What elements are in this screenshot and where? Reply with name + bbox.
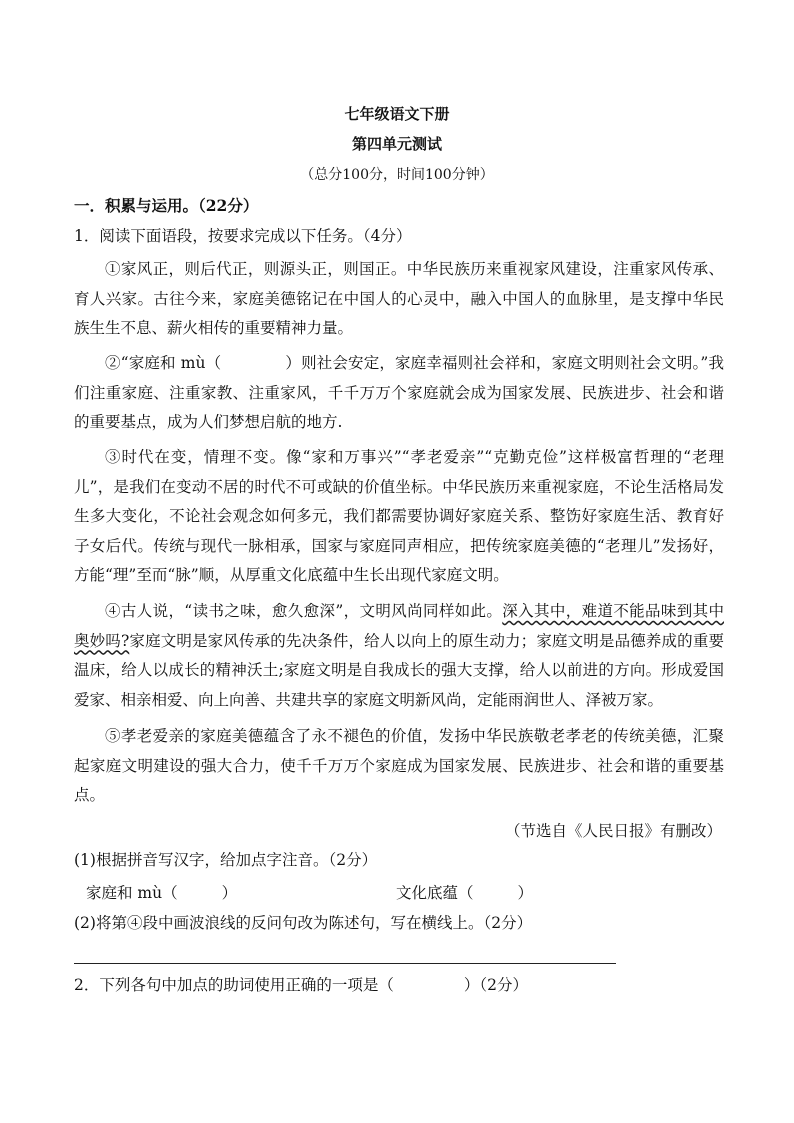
passage-paragraph-2 [74,349,724,438]
passage-source: （节选自《人民日报》有删改） [504,822,722,840]
pinyin-item-1 [86,881,237,903]
pinyin-item-1-label: 家庭和 mù（ [86,884,178,902]
wavy-underlined-question: 深入其中，难道不能品味到其中奥妙吗? [74,602,724,650]
answer-line[interactable] [74,963,616,964]
paragraph-4-rest: 家庭文明是家风传承的先决条件，给人以向上的原生动力；家庭文明是品德养成的重要温床，给人以成长的精神沃土;家庭文明是自我成长的强大支撑，给人以前进的方向。形成爱国爱家、相亲相爱、向上向善、共建共享的家庭文明新风尚，定能雨润世人、泽被万家。 [74,631,724,709]
section-heading: 一．积累与运用。（22分） [74,196,259,215]
passage-paragraph-4 [74,597,724,715]
pinyin-item-2-label: 文化底蕴（ [396,884,474,902]
question-2-stem [74,975,724,995]
question-2-points: ）（2分） [463,976,528,994]
paragraph-4-start: ④古人说，“读书之味，愈久愈深”，文明风尚同样如此。 [105,602,503,620]
paragraph-2-start: ②“家庭和 mù（ [105,354,222,372]
passage-paragraph-1: ①家风正，则后代正，则源头正，则国正。中华民族历来重视家风建设，注重家风传承、育人兴家。古往今来，家庭美德铭记在中国人的心灵中，融入中国人的血脉里，是支撑中华民族生生不息、薪火相传的重要精神力量。 [74,260,724,337]
pinyin-item-2 [396,881,533,903]
subquestion-1: (1)根据拼音写汉字，给加点字注音。（2分） [74,851,378,869]
passage-paragraph-3: ③时代在变，情理不变。像“家和万事兴”“孝老爱亲”“克勤克俭”这样极富哲理的“老理儿”，是我们在变动不居的时代不可或缺的价值坐标。中华民族历来重视家庭，不论生活格局发生多大变化，不论社会观念如何多元，我们都需要协调好家庭关系、整饬好家庭生活、教育好子女后代。传统与现代一脉相承，国家与家庭同声相应，把传统家庭美德的“老理儿”发扬好，方能“理”至而“脉”顺，从厚重文化底蕴中生长出现代家庭文明。 [74,448,724,584]
question-2-text: 2．下列各句中加点的助词使用正确的一项是（ [74,976,394,994]
pinyin-item-2-close: ） [517,884,534,902]
pinyin-item-1-close: ） [221,884,238,902]
unit-title: 第四单元测试 [351,135,442,153]
paragraph-2-rest: ）则社会安定，家庭幸福则社会祥和，家庭文明则社会文明。”我们注重家庭、注重家教、注重家风，千千万万个家庭就会成为国家发展、民族进步、社会和谐的重要基点，成为人们梦想启航的地方. [74,354,724,431]
question-1-stem: 1．阅读下面语段，按要求完成以下任务。（4分） [74,227,412,245]
passage-paragraph-5: ⑤孝老爱亲的家庭美德蕴含了永不褪色的价值，发扬中华民族敬老孝老的传统美德，汇聚起家庭文明建设的强大合力，使千千万万个家庭成为国家发展、民族进步、社会和谐的重要基点。 [74,727,724,804]
score-time-info: （总分100分，时间100分钟） [300,167,494,183]
subquestion-2: (2)将第④段中画波浪线的反问句改为陈述句，写在横线上。（2分） [74,914,533,932]
book-title: 七年级语文下册 [344,105,450,123]
